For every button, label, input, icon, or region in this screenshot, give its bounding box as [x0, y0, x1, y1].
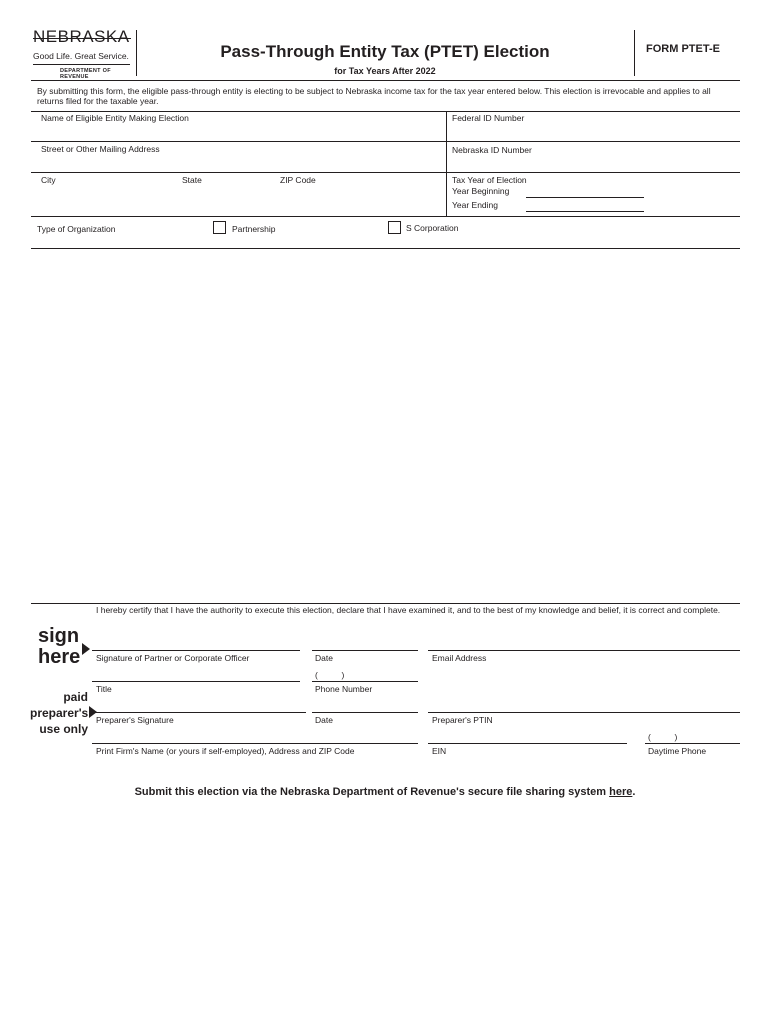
year-ending-field[interactable] [526, 200, 644, 211]
officer-date-line [312, 650, 418, 651]
email-label: Email Address [432, 653, 487, 663]
sign-word: sign [38, 625, 80, 647]
title-line [92, 681, 300, 682]
firm-label: Print Firm's Name (or yours if self-employed), Address and ZIP Code [96, 746, 355, 756]
form-id: FORM PTET-E [646, 43, 720, 55]
phone-line [312, 681, 418, 682]
entity-name-field[interactable] [36, 124, 441, 139]
daytime-phone-field[interactable] [645, 728, 740, 743]
sign-here-heading [38, 626, 80, 668]
ein-label: EIN [432, 746, 447, 756]
preparer-signature-line [92, 712, 306, 713]
logo-tagline: Good Life. Great Service. [33, 51, 129, 61]
submit-text: Submit this election via the Nebraska Department of Revenue's secure file sharing system [134, 786, 610, 798]
email-field[interactable] [428, 630, 740, 650]
officer-date-label: Date [315, 653, 333, 663]
org-type-label: Type of Organization [37, 224, 116, 234]
preparer-date-line [312, 712, 418, 713]
city-field[interactable] [36, 186, 176, 201]
preparer-signature-label: Preparer's Signature [96, 715, 174, 725]
ein-field[interactable] [428, 726, 627, 743]
email-line [428, 650, 740, 651]
paid-word: paid [63, 690, 88, 704]
street-field[interactable] [36, 155, 441, 170]
logo-word: NEBRASKA [33, 27, 130, 46]
s-corp-checkbox[interactable] [388, 221, 401, 234]
tax-year-label: Tax Year of Election [452, 175, 527, 185]
firm-line [92, 743, 418, 744]
nebraska-id-field[interactable] [450, 156, 738, 171]
nebraska-id-label: Nebraska ID Number [452, 145, 532, 155]
preparer-date-field[interactable] [312, 696, 418, 712]
file-sharing-link[interactable]: here [609, 786, 633, 798]
grid-divider [446, 111, 447, 216]
form-subtitle: for Tax Years After 2022 [334, 66, 436, 76]
partnership-checkbox[interactable] [213, 221, 226, 234]
grid-rule-3 [31, 172, 740, 173]
signature-top-rule [31, 603, 740, 604]
preparer-word: preparer's [30, 706, 89, 720]
submit-period: . [632, 786, 636, 798]
logo-rule [33, 64, 130, 65]
intro-text: By submitting this form, the eligible pass-through entity is electing to be subject to Nebraska income tax for the tax year entered below. This election is irrevocable and applies to all returns filed for the taxable year. [37, 86, 711, 106]
phone-paren: ( ) [315, 670, 345, 680]
street-label: Street or Other Mailing Address [41, 144, 160, 154]
partnership-label: Partnership [232, 224, 276, 234]
federal-id-field[interactable] [450, 124, 738, 139]
use-only-word: use only [39, 722, 88, 736]
phone-field[interactable] [312, 666, 418, 681]
ptin-label: Preparer's PTIN [432, 715, 493, 725]
ptin-line [428, 712, 740, 713]
daytime-phone-paren: ( ) [648, 732, 678, 742]
entity-name-label: Name of Eligible Entity Making Election [41, 113, 189, 123]
daytime-phone-label: Daytime Phone [648, 746, 707, 756]
ptin-field[interactable] [428, 696, 740, 712]
org-rule [31, 248, 740, 249]
sign-here-arrow [82, 643, 90, 655]
year-ending-line [526, 211, 644, 212]
ein-line [428, 743, 627, 744]
title-field[interactable] [92, 664, 300, 681]
officer-signature-field[interactable] [92, 630, 300, 650]
logo-swoosh [33, 38, 131, 39]
here-word: here [38, 646, 81, 668]
state-field[interactable] [180, 186, 275, 201]
officer-signature-line [92, 650, 300, 651]
form-id-divider [634, 30, 635, 76]
preparer-date-label: Date [315, 715, 333, 725]
zip-label: ZIP Code [280, 175, 316, 185]
officer-signature-label: Signature of Partner or Corporate Officer [96, 653, 250, 663]
certify-statement: I hereby certify that I have the authority to execute this election, declare that I have examined it, and to the best of my knowledge and belief, it is correct and complete. [96, 605, 721, 615]
state-label: State [182, 175, 202, 185]
federal-id-label: Federal ID Number [452, 113, 525, 123]
year-beginning-field[interactable] [526, 186, 644, 197]
grid-rule-2 [31, 141, 740, 142]
year-ending-label: Year Ending [452, 200, 499, 210]
submit-instruction [0, 786, 770, 798]
officer-date-field[interactable] [312, 630, 418, 650]
grid-rule-1 [31, 111, 740, 112]
year-beginning-label: Year Beginning [452, 186, 510, 196]
preparer-signature-field[interactable] [92, 696, 306, 712]
logo-dept: DEPARTMENT OF REVENUE [60, 68, 111, 80]
title-label: Title [96, 684, 112, 694]
form-title: Pass-Through Entity Tax (PTET) Election [220, 42, 550, 61]
daytime-phone-line [645, 743, 740, 744]
zip-field[interactable] [278, 186, 438, 201]
s-corp-label: S Corporation [406, 223, 459, 233]
grid-rule-4 [31, 216, 740, 217]
header-rule [31, 80, 740, 81]
year-beginning-line [526, 197, 644, 198]
phone-label: Phone Number [315, 684, 373, 694]
paid-preparer-heading [30, 689, 88, 737]
city-label: City [41, 175, 56, 185]
firm-field[interactable] [92, 726, 418, 743]
